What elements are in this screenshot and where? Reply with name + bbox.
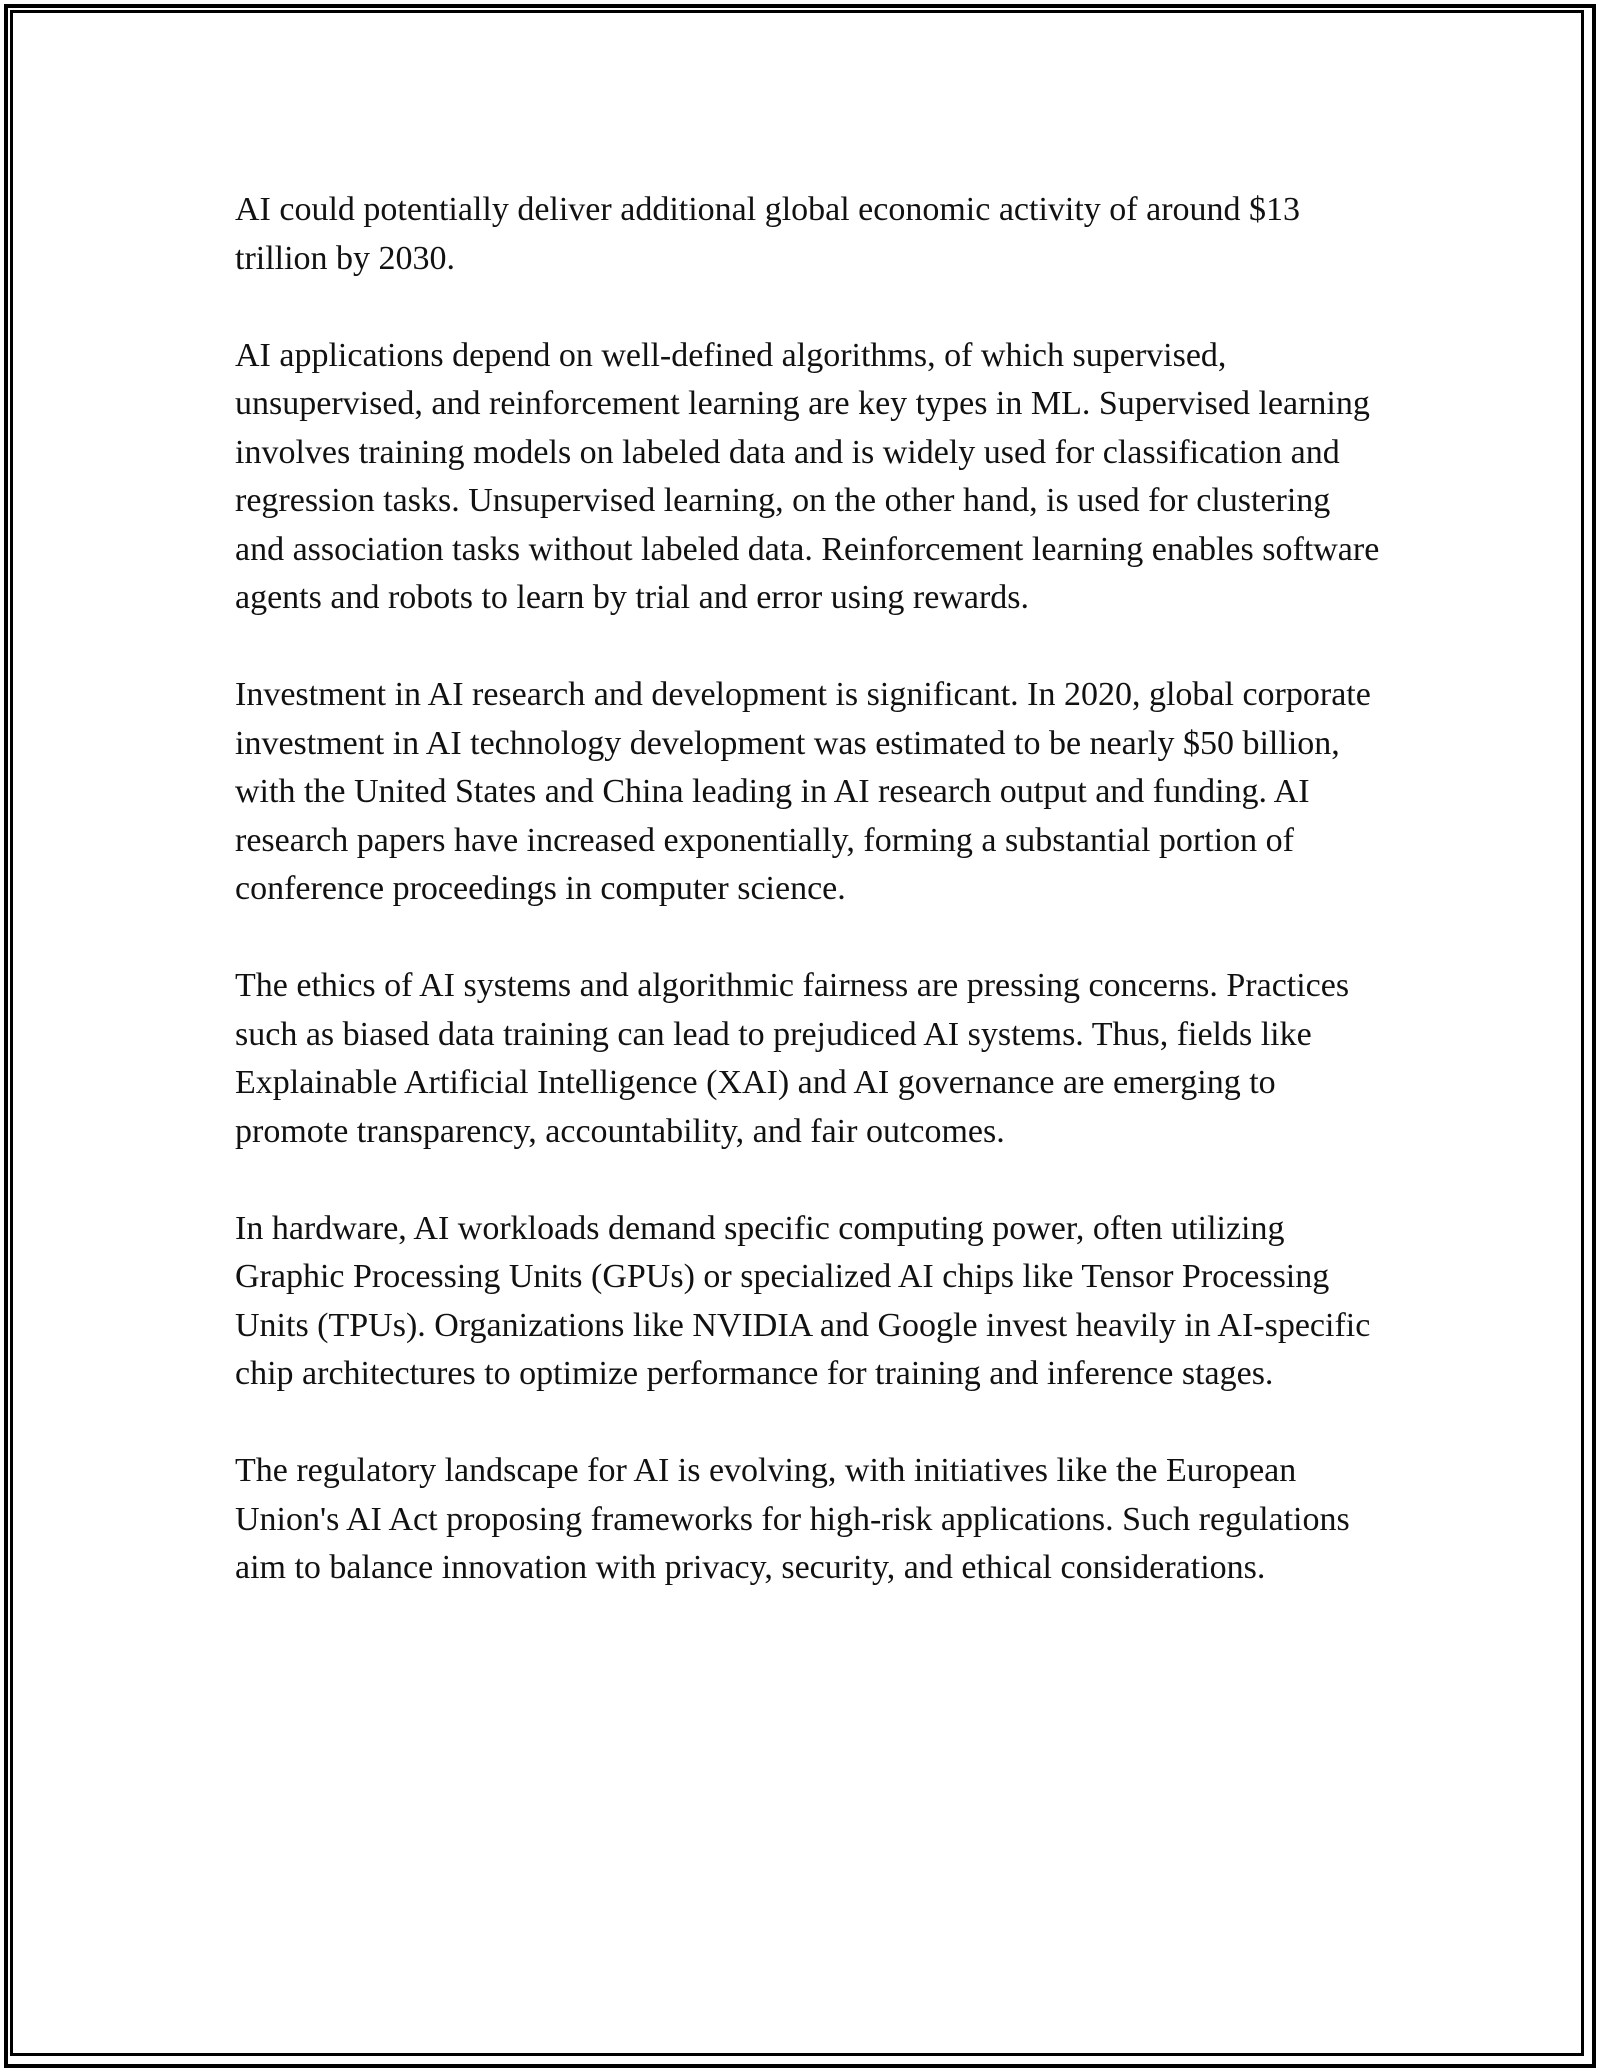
paragraph-hardware: In hardware, AI workloads demand specific computing power, often utilizing Graphic Processing Units (GPUs) or specialized AI chips like Tensor Processing Units (TPUs). Organizations like NVIDIA and Google invest heavily in AI-specific chip architectures to optimize performance for training and inference stages.	[235, 1209, 1371, 1392]
paragraph-economic-impact: AI could potentially deliver additional global economic activity of around $13 trillion by 2030.	[235, 191, 1301, 277]
paragraph-investment: Investment in AI research and development is significant. In 2020, global corporate investment in AI technology development was estimated to be nearly $50 billion, with the United States and China leading in AI research output and funding. AI research papers have increased exponentially, forming a substantial portion of conference proceedings in computer science.	[235, 676, 1371, 907]
paragraph-ml-algorithms: AI applications depend on well-defined algorithms, of which supervised, unsupervised, and reinforcement learning are key types in ML. Supervised learning involves training models on labeled data and is widely used for classification and regression tasks. Unsupervised learning, on the other hand, is used for clustering and association tasks without labeled data. Reinforcement learning enables software agents and robots to learn by trial and error using rewards.	[235, 336, 1380, 616]
paragraph-ethics: The ethics of AI systems and algorithmic fairness are pressing concerns. Practices such as biased data training can lead to prejudiced AI systems. Thus, fields like Explainable Artificial Intelligence (XAI) and AI governance are emerging to promote transparency, accountability, and fair outcomes.	[235, 967, 1350, 1150]
document-body	[235, 186, 1385, 1641]
paragraph-regulation: The regulatory landscape for AI is evolving, with initiatives like the European Union's AI Act proposing frameworks for high-risk applications. Such regulations aim to balance innovation with privacy, security, and ethical considerations.	[235, 1452, 1350, 1586]
